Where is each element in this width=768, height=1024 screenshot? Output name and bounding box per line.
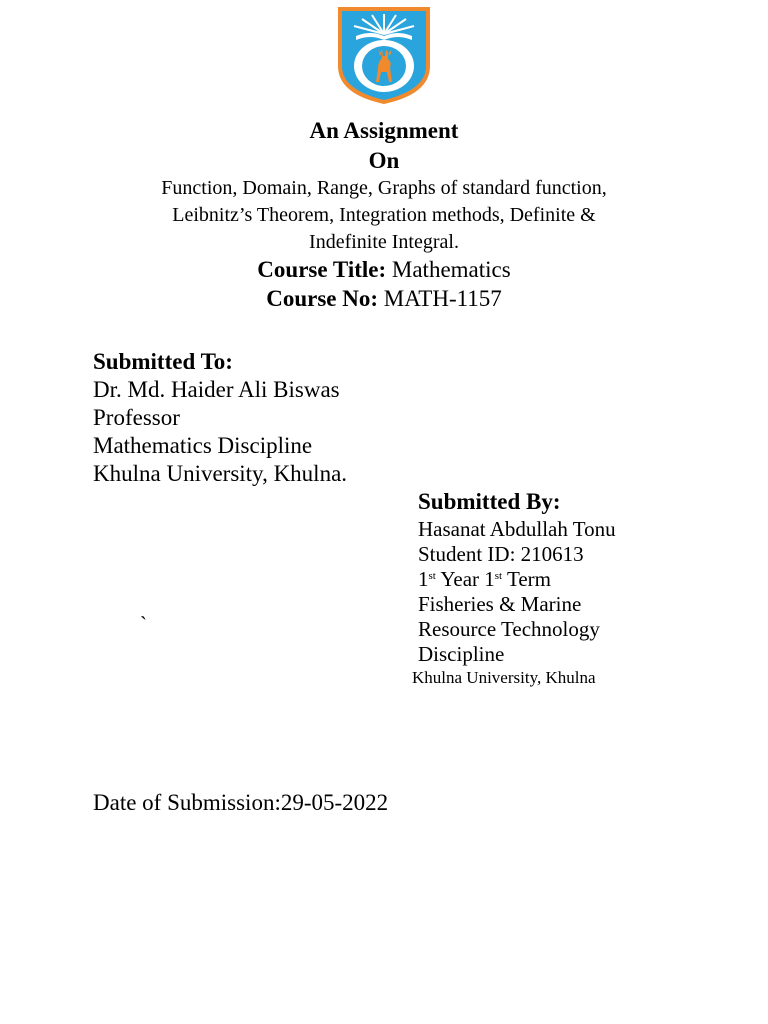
submitted-to-heading: Submitted To: bbox=[93, 349, 233, 374]
course-number-label: Course No: bbox=[266, 286, 379, 311]
submitted-to-institution: Khulna University, Khulna. bbox=[93, 461, 348, 486]
topic-line-3: Indefinite Integral. bbox=[309, 231, 459, 253]
submission-date: Date of Submission:29-05-2022 bbox=[93, 790, 389, 815]
student-year-term bbox=[418, 567, 551, 592]
stray-backtick: ` bbox=[140, 612, 147, 636]
student-dept-line-3: Discipline bbox=[418, 642, 505, 666]
university-logo bbox=[334, 4, 434, 106]
assignment-heading: An Assignment bbox=[309, 118, 459, 143]
year-number: 1 bbox=[418, 567, 429, 591]
term-suffix: st bbox=[494, 570, 503, 582]
course-title-label: Course Title: bbox=[257, 257, 387, 282]
assignment-on: On bbox=[368, 148, 400, 173]
topic-line-2: Leibnitz’s Theorem, Integration methods, Definite & bbox=[172, 204, 596, 226]
student-id: Student ID: 210613 bbox=[418, 542, 584, 566]
term-word: Term bbox=[502, 567, 551, 591]
year-word: Year 1 bbox=[435, 567, 495, 591]
submitted-to-name: Dr. Md. Haider Ali Biswas bbox=[93, 377, 340, 402]
topic-line-1: Function, Domain, Range, Graphs of standard function, bbox=[161, 177, 607, 199]
student-dept-line-1: Fisheries & Marine bbox=[418, 592, 582, 616]
year-suffix: st bbox=[428, 570, 436, 582]
course-title-value: Mathematics bbox=[386, 257, 511, 282]
student-dept-line-2: Resource Technology bbox=[418, 617, 600, 641]
course-number bbox=[0, 286, 768, 312]
course-number-value: MATH-1157 bbox=[378, 286, 502, 311]
student-institution: Khulna University, Khulna bbox=[412, 668, 596, 687]
submitted-to-department: Mathematics Discipline bbox=[93, 433, 313, 458]
deer-emblem-icon bbox=[334, 4, 434, 106]
submitted-by-heading: Submitted By: bbox=[418, 489, 561, 514]
student-name: Hasanat Abdullah Tonu bbox=[418, 517, 616, 541]
submitted-to-designation: Professor bbox=[93, 405, 180, 430]
course-title bbox=[0, 257, 768, 283]
